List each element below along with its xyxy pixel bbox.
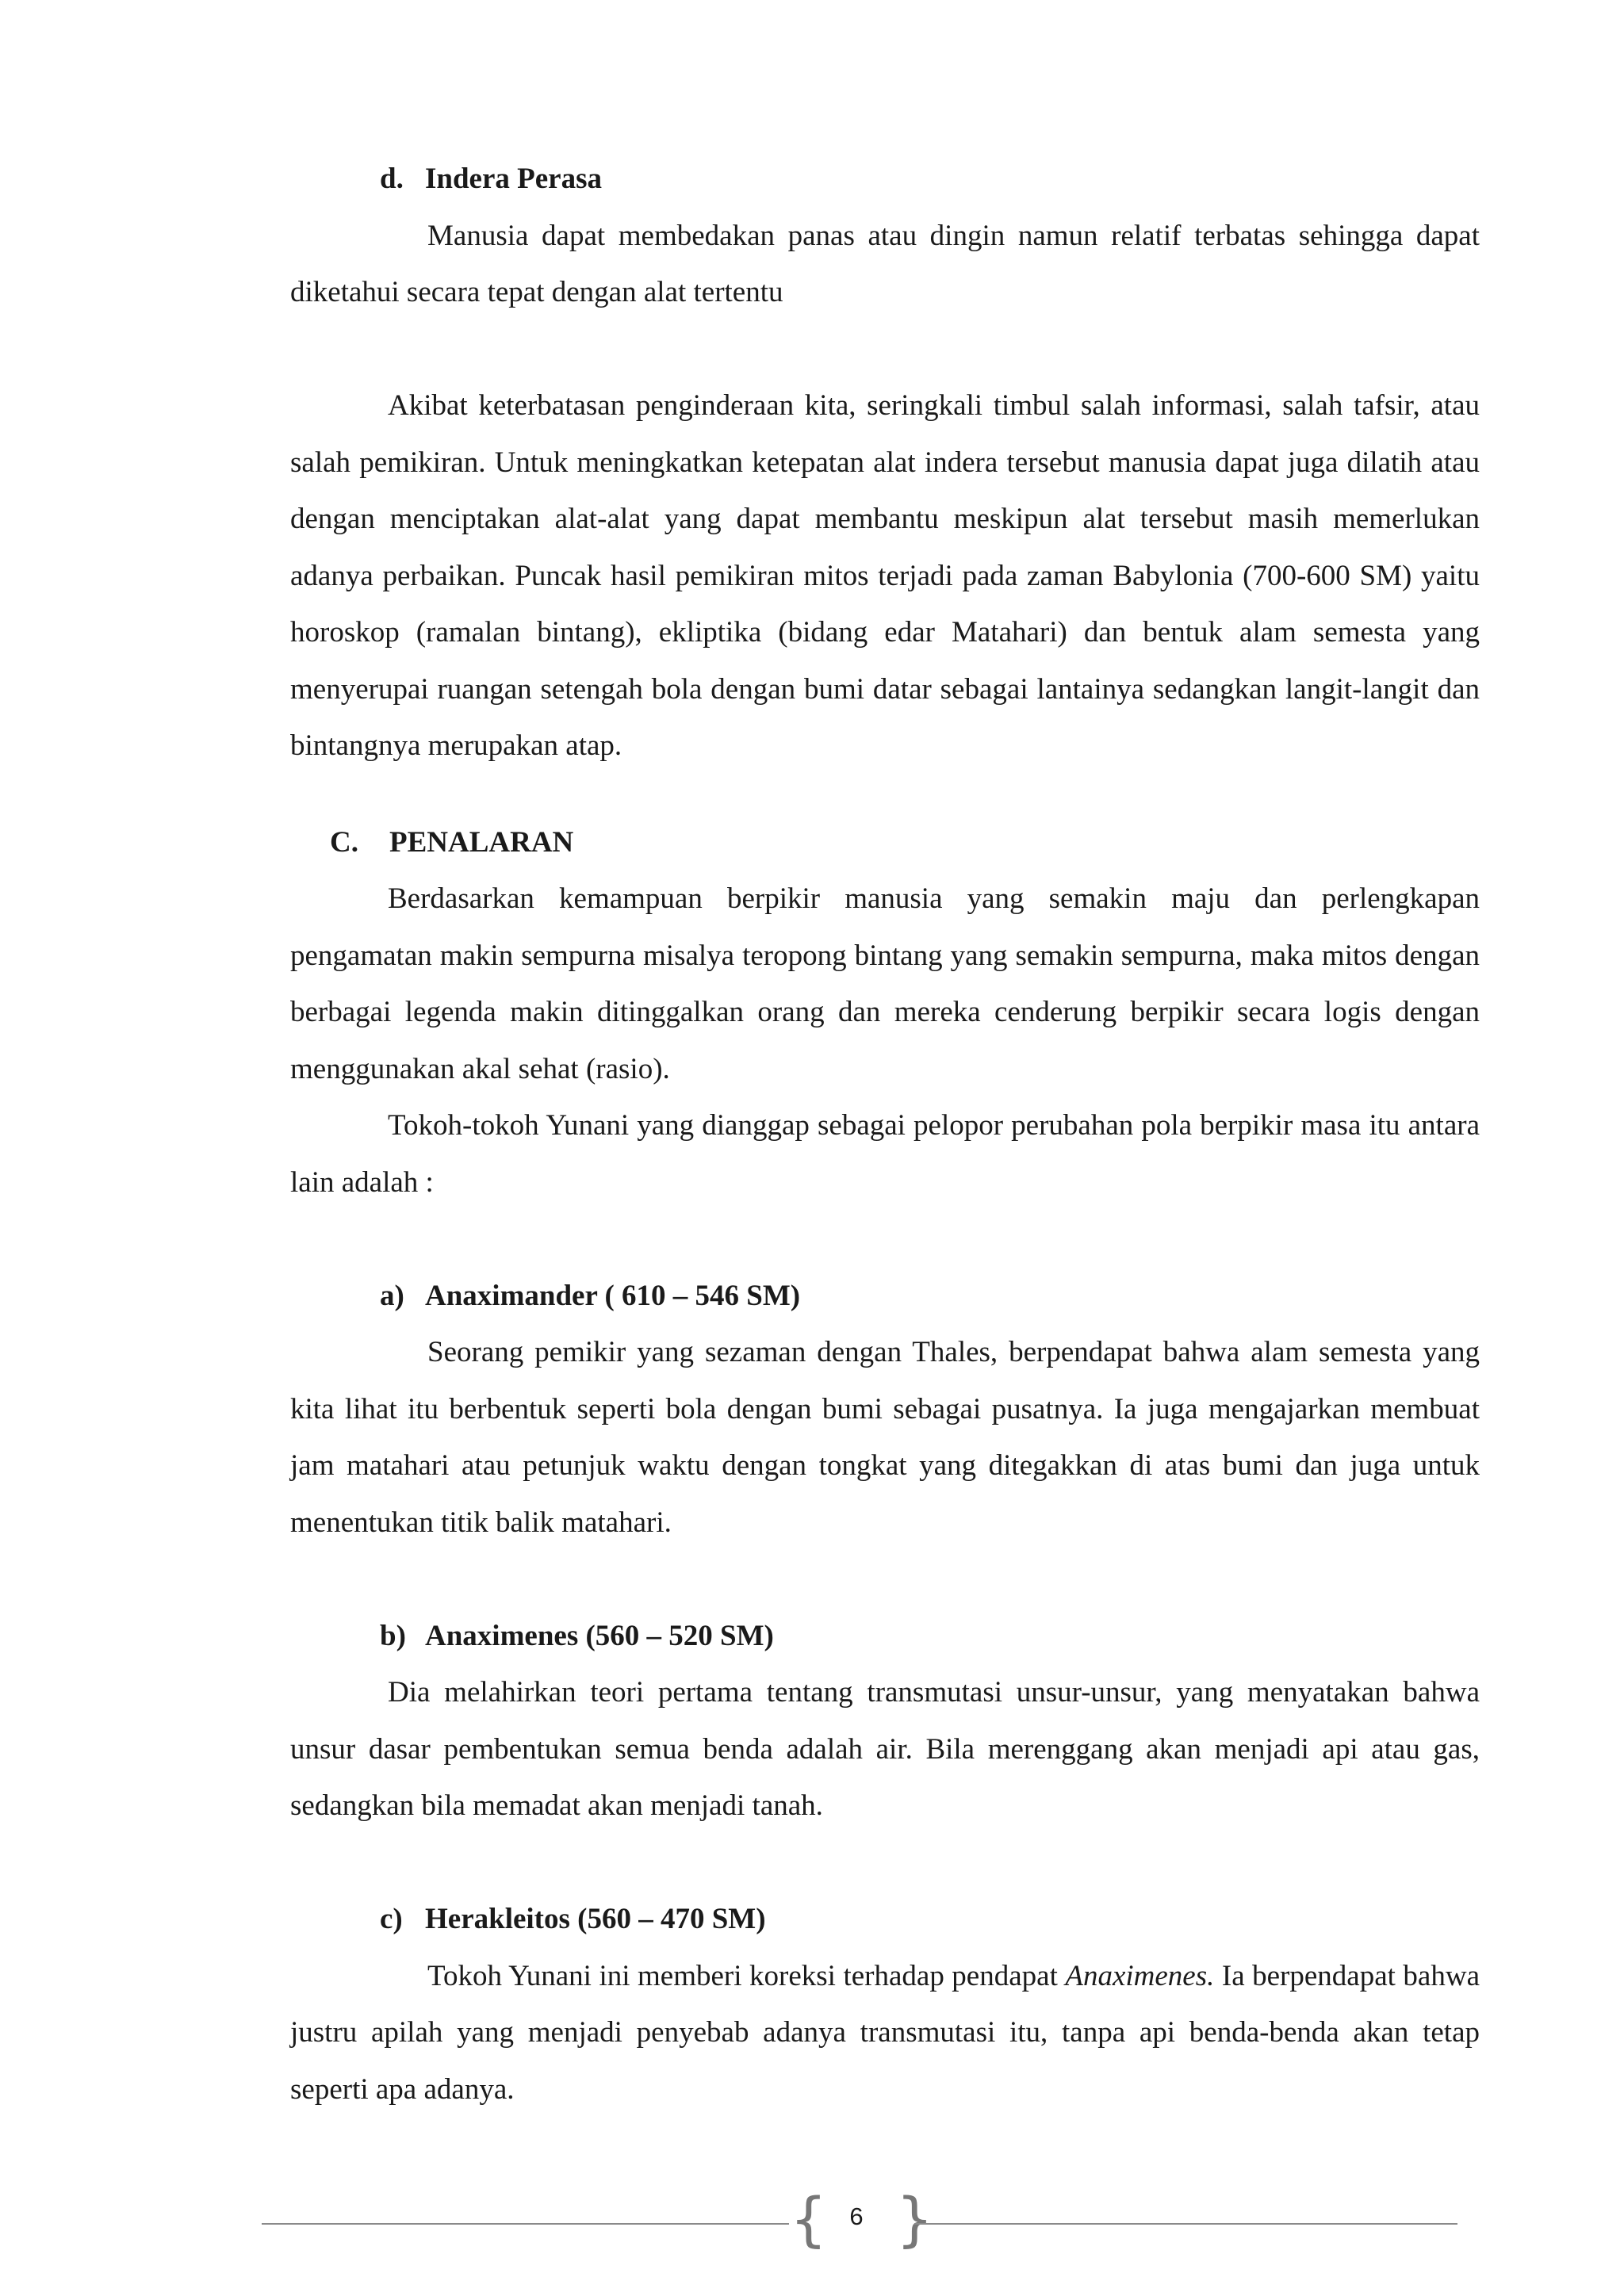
heading-text: Anaximenes (560 – 520 SM)	[425, 1619, 774, 1652]
heading-text: Indera Perasa	[425, 163, 602, 195]
heading-marker: c)	[380, 1903, 403, 1935]
paragraph-akibat: Akibat keterbatasan penginderaan kita, seringkali timbul salah informasi, salah tafsir, atau salah pemikiran. Untuk meningkatkan ketepatan alat indera tersebut manusia dapat juga dilatih atau dengan menciptakan alat-alat yang dapat membantu meskipun alat tersebut masih memerlukan adanya perbaikan. Puncak hasil pemikiran mitos terjadi pada zaman Babylonia (700-600 SM) yaitu horoskop (ramalan bintang), ekliptika (bidang edar Matahari) dan bentuk alam semesta yang menyerupai ruangan setengah bola dengan bumi datar sebagai lantainya sedangkan langit-langit dan bintangnya merupakan atap.	[290, 389, 1480, 762]
heading-marker: b)	[380, 1619, 406, 1652]
footer-rule-right	[914, 2223, 1457, 2225]
paragraph-text: Ia berpendapat bahwa justru apilah yang menjadi penyebab adanya transmutasi itu, tanpa api benda-benda akan tetap seperti apa adanya.	[290, 1959, 1480, 2106]
paragraph-text: Tokoh Yunani ini memberi koreksi terhadap pendapat	[427, 1959, 1066, 1992]
heading-marker: a)	[380, 1279, 404, 1312]
footer-rule-left	[262, 2223, 789, 2225]
left-brace-icon: {	[790, 2186, 828, 2254]
right-brace-icon: }	[896, 2186, 934, 2254]
heading-text: Herakleitos (560 – 470 SM)	[425, 1903, 766, 1935]
heading-marker: d.	[380, 163, 404, 195]
heading-anaximander	[380, 1268, 1480, 1325]
heading-anaximenes	[380, 1608, 1480, 1665]
paragraph-indera-perasa: Manusia dapat membedakan panas atau dingin namun relatif terbatas sehingga dapat diketahui secara tepat dengan alat tertentu	[290, 219, 1480, 308]
heading-penalaran	[330, 814, 1480, 871]
paragraph-penalaran-2: Tokoh-tokoh Yunani yang dianggap sebagai pelopor perubahan pola berpikir masa itu antara lain adalah :	[290, 1109, 1480, 1199]
page-content	[290, 151, 1480, 2118]
heading-indera-perasa	[380, 151, 1480, 208]
page-footer	[0, 2188, 1624, 2260]
italic-name: Anaximenes.	[1065, 1959, 1215, 1992]
heading-herakleitos	[380, 1891, 1480, 1948]
paragraph-anaximenes: Dia melahirkan teori pertama tentang transmutasi unsur-unsur, yang menyatakan bahwa unsur dasar pembentukan semua benda adalah air. Bila merenggang akan menjadi api atau gas, sedangkan bila memadat akan menjadi tanah.	[290, 1676, 1480, 1822]
paragraph-penalaran-1: Berdasarkan kemampuan berpikir manusia yang semakin maju dan perlengkapan pengamatan makin sempurna misalya teropong bintang yang semakin sempurna, maka mitos dengan berbagai legenda makin ditinggalkan orang dan mereka cenderung berpikir secara logis dengan menggunakan akal sehat (rasio).	[290, 882, 1480, 1085]
heading-marker: C.	[330, 825, 358, 859]
paragraph-herakleitos	[290, 1948, 1480, 2118]
page-number: 6	[849, 2202, 864, 2230]
heading-text: PENALARAN	[389, 825, 574, 859]
paragraph-anaximander: Seorang pemikir yang sezaman dengan Thales, berpendapat bahwa alam semesta yang kita lihat itu berbentuk seperti bola dengan bumi sebagai pusatnya. Ia juga mengajarkan membuat jam matahari atau petunjuk waktu dengan tongkat yang ditegakkan di atas bumi dan juga untuk menentukan titik balik matahari.	[290, 1336, 1480, 1539]
heading-text: Anaximander ( 610 – 546 SM)	[425, 1279, 801, 1312]
